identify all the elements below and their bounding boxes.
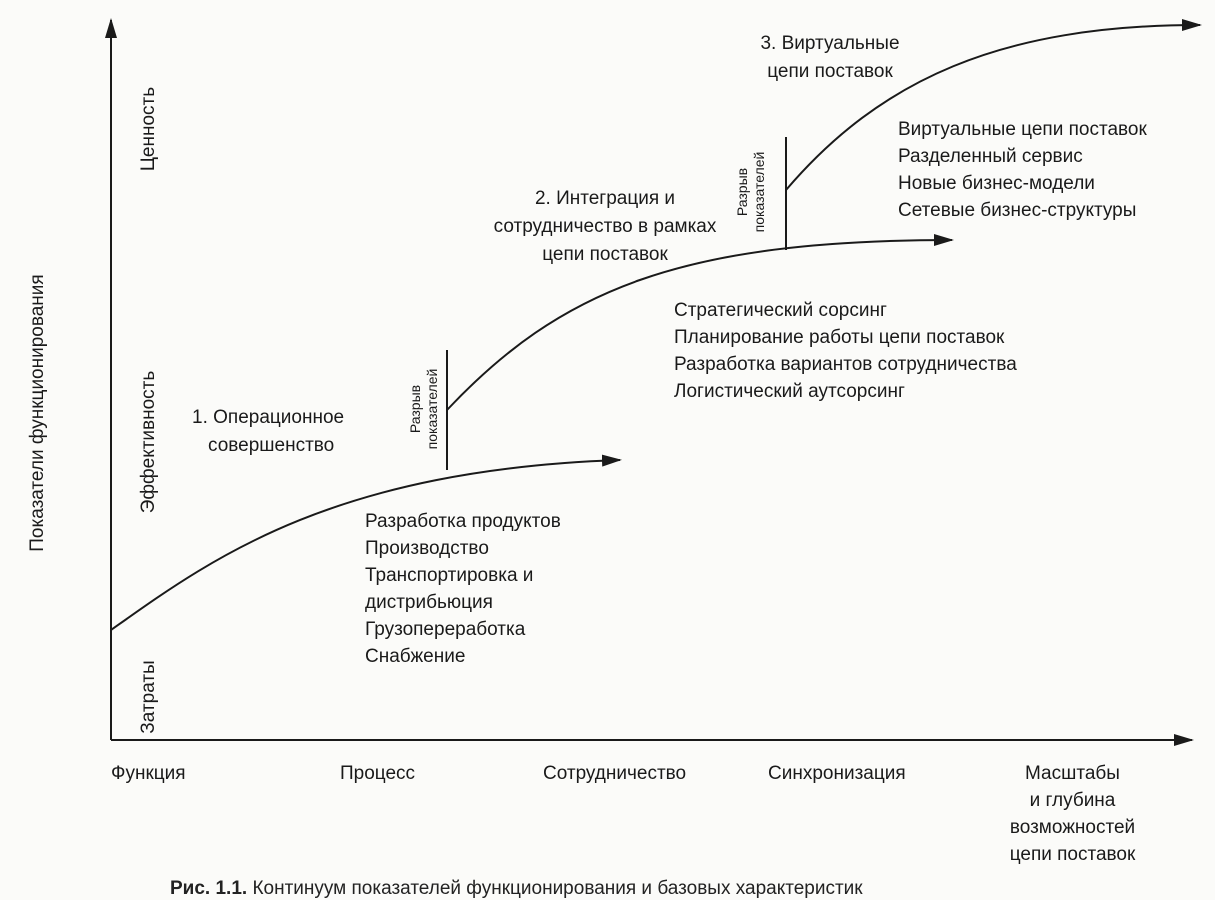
y-level-costs: Затраты [138,660,159,734]
y-level-efficiency: Эффективность [138,370,159,514]
stage-2-title-line: цепи поставок [542,244,668,265]
list-item: Разработка продуктов [365,511,561,532]
stage-3-title-line: 3. Виртуальные [760,33,900,54]
x-label-cooperation: Сотрудничество [543,763,687,784]
list-item: Транспортировка и [365,565,534,586]
y-level-value: Ценность [138,86,159,172]
list-item: дистрибьюция [365,592,493,613]
list-item: Виртуальные цепи поставок [898,119,1147,140]
stage-2-title-line: 2. Интеграция и [534,188,676,209]
gap-label-line: показателей [424,368,440,450]
gap-label-line: Разрыв [734,167,750,217]
list-item: Производство [365,538,489,559]
x-label-process: Процесс [340,763,416,784]
stage-3-title [725,30,935,86]
caption-text: Континуум показателей функционирования и базовых характеристик [252,878,863,899]
stage-1-items [365,508,561,670]
list-item: Сетевые бизнес-структуры [898,200,1137,221]
x-axis-end-label [985,760,1160,868]
x-label-function: Функция [111,763,186,784]
x-label-sync: Синхронизация [768,763,906,784]
list-item: Стратегический сорсинг [674,300,887,321]
stage-2-title [430,185,780,269]
list-item: Разработка вариантов сотрудничества [674,354,1017,375]
x-end-line: цепи поставок [1009,844,1136,865]
list-item: Новые бизнес-модели [898,173,1095,194]
y-axis-title: Показатели функционирования [27,274,48,552]
x-end-line: возможностей [1009,817,1136,838]
stage-1-title-line: 1. Операционное [192,407,345,428]
gap-label-2 [734,137,768,247]
caption-prefix: Рис. 1.1. [170,878,248,899]
list-item: Грузопереработка [365,619,526,640]
stage-1-title [192,404,344,460]
list-item: Планирование работы цепи поставок [674,327,1005,348]
list-item: Разделенный сервис [898,146,1083,167]
stage-2-items [674,297,1017,405]
list-item: Логистический аутсорсинг [674,381,905,402]
stage-2-title-line: сотрудничество в рамках [493,216,717,237]
stage-3-items [898,116,1147,224]
x-end-line: и глубина [1029,790,1116,811]
figure-caption [170,878,863,900]
gap-label-line: показателей [751,151,767,233]
stage-3-title-line: цепи поставок [767,61,893,82]
list-item: Снабжение [365,646,466,667]
gap-label-1 [407,354,441,464]
stage-1-title-line: совершенство [208,435,335,456]
x-end-line: Масштабы [1025,763,1120,784]
gap-label-line: Разрыв [407,384,423,434]
